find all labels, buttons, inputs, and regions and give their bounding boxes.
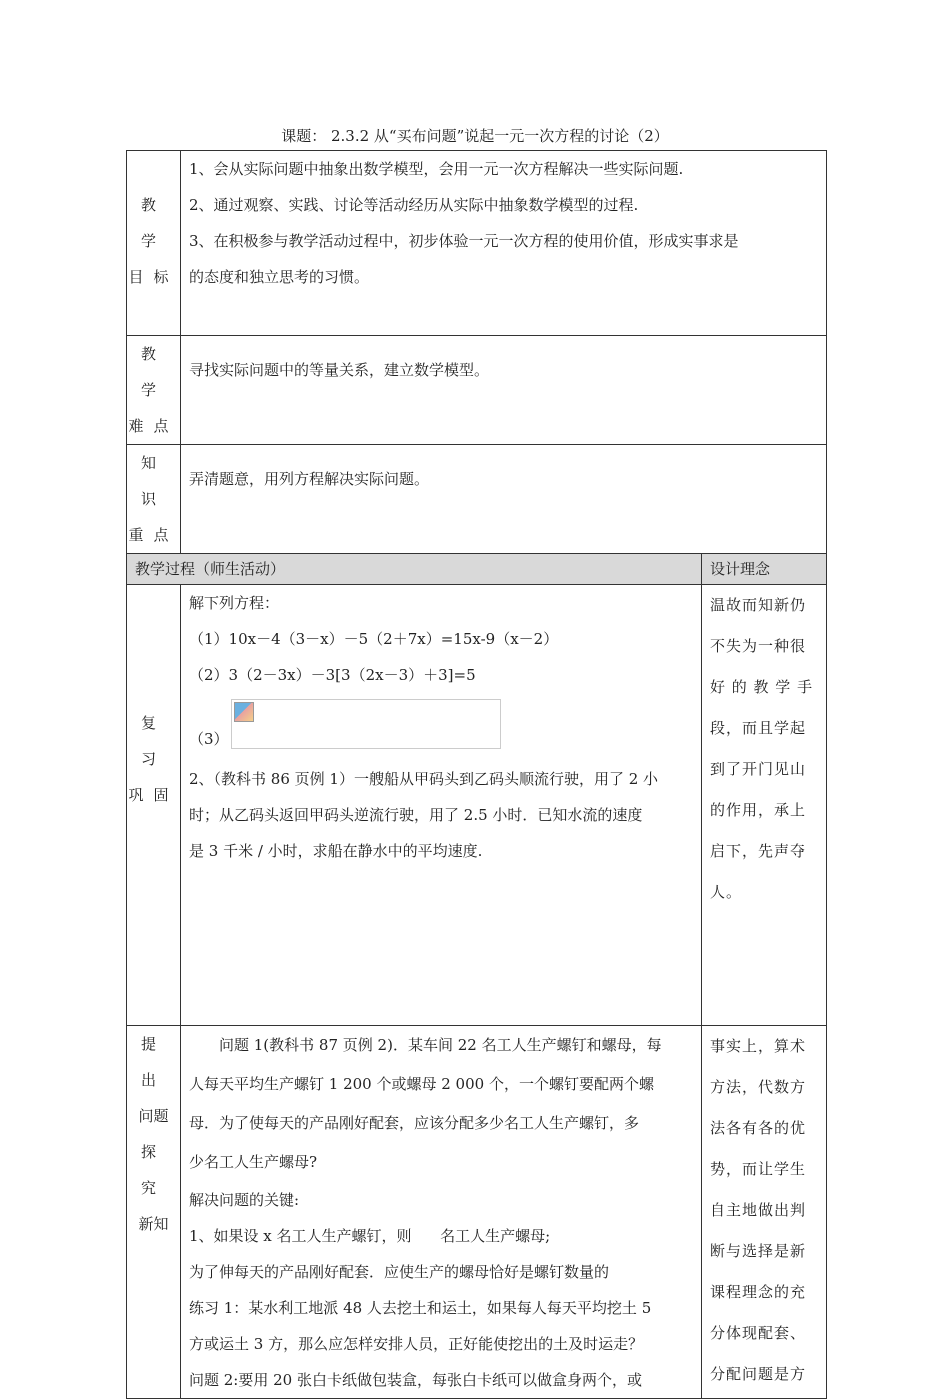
review-line: （2）3（2－3x）－3[3（2x－3）＋3]=5 xyxy=(189,666,476,684)
header-row xyxy=(127,554,827,585)
problem-line: 为了伸每天的产品刚好配套．应使生产的螺母恰好是螺钉数量的 xyxy=(189,1263,610,1281)
review-content xyxy=(181,585,702,1026)
broken-image-icon xyxy=(234,702,254,722)
problem-line: 少名工人生产螺母? xyxy=(189,1153,318,1171)
problem-line: 问题 1(教科书 87 页例 2)．某车间 22 名工人生产螺钉和螺母，每 xyxy=(219,1036,662,1054)
key-label: 知 识 重点 xyxy=(127,445,181,554)
review-problem-line: 是 3 千米 / 小时，求船在静水中的平均速度. xyxy=(189,842,483,860)
newknowledge-design: 事实上，算术 方法，代数方 法各有各的优 势，而让学生 自主地做出判 断与选择是新 课程理念的充 分体现配套、 分配问题是方 xyxy=(702,1026,827,1399)
page-title: 课题： 2.3.2 从“买布问题”说起一元一次方程的讨论（2） xyxy=(281,127,669,145)
review-problem-line: 2、（教科书 86 页例 1）一艘船从甲码头到乙码头顺流行驶，用了 2 小 xyxy=(189,770,659,788)
difficulty-content: 寻找实际问题中的等量关系，建立数学模型。 xyxy=(181,336,827,445)
newknowledge-row xyxy=(127,1026,827,1399)
goal-row xyxy=(127,151,827,336)
review-line: 解下列方程： xyxy=(189,594,280,612)
process-header: 教学过程（师生活动） xyxy=(127,554,702,585)
goal-label: 教 学 目标 xyxy=(127,151,181,336)
problem-line: 人每天平均生产螺钉 1 200 个或螺母 2 000 个，一个螺钉要配两个螺 xyxy=(189,1075,654,1093)
review-line: （1）10x－4（3－x）－5（2＋7x）=15x-9（x－2） xyxy=(189,630,559,648)
problem-line: 母．为了使每天的产品刚好配套，应该分配多少名工人生产螺钉，多 xyxy=(189,1114,640,1132)
review-design: 温故而知新仍 不失为一种很 好 的 教 学 手 段，而且学起 到了开门见山 的作用，承上 启下，先声夺 人。 xyxy=(702,585,827,1026)
difficulty-row xyxy=(127,336,827,445)
equation-3-label: （3） xyxy=(189,730,229,748)
goal-content xyxy=(181,151,827,336)
goal-line: 1、会从实际问题中抽象出数学模型，会用一元一次方程解决一些实际问题. xyxy=(189,160,684,178)
problem-line: 解决问题的关键: xyxy=(189,1191,300,1209)
goal-line: 2、通过观察、实践、讨论等活动经历从实际中抽象数学模型的过程. xyxy=(189,196,639,214)
equation-3 xyxy=(189,693,693,749)
problem-line: 1、如果设 x 名工人生产螺钉，则 名工人生产螺母; xyxy=(189,1227,551,1245)
problem-line: 问题 2:要用 20 张白卡纸做包装盒，每张白卡纸可以做盒身两个，或 xyxy=(189,1371,642,1389)
design-header: 设计理念 xyxy=(702,554,827,585)
review-label: 复 习 巩固 xyxy=(127,585,181,1026)
problem-line: 练习 1：某水利工地派 48 人去挖土和运土，如果每人每天平均挖土 5 xyxy=(189,1299,652,1317)
review-row xyxy=(127,585,827,1026)
key-content: 弄清题意，用列方程解决实际问题。 xyxy=(181,445,827,554)
newknowledge-content xyxy=(181,1026,702,1399)
review-problem-line: 时；从乙码头返回甲码头逆流行驶，用了 2.5 小时．已知水流的速度 xyxy=(189,806,643,824)
problem-line: 方或运土 3 方，那么应怎样安排人员，正好能使挖出的土及时运走？ xyxy=(189,1335,644,1353)
difficulty-label: 教 学 难点 xyxy=(127,336,181,445)
lesson-plan-table xyxy=(126,150,827,1399)
goal-line: 3、在积极参与教学活动过程中，初步体验一元一次方程的使用价值，形成实事求是 xyxy=(189,232,739,250)
key-row xyxy=(127,445,827,554)
equation-image-placeholder xyxy=(231,699,501,749)
goal-line: 的态度和独立思考的习惯。 xyxy=(189,268,370,286)
newknowledge-label: 提 出 问题 探 究 新知 xyxy=(127,1026,181,1399)
